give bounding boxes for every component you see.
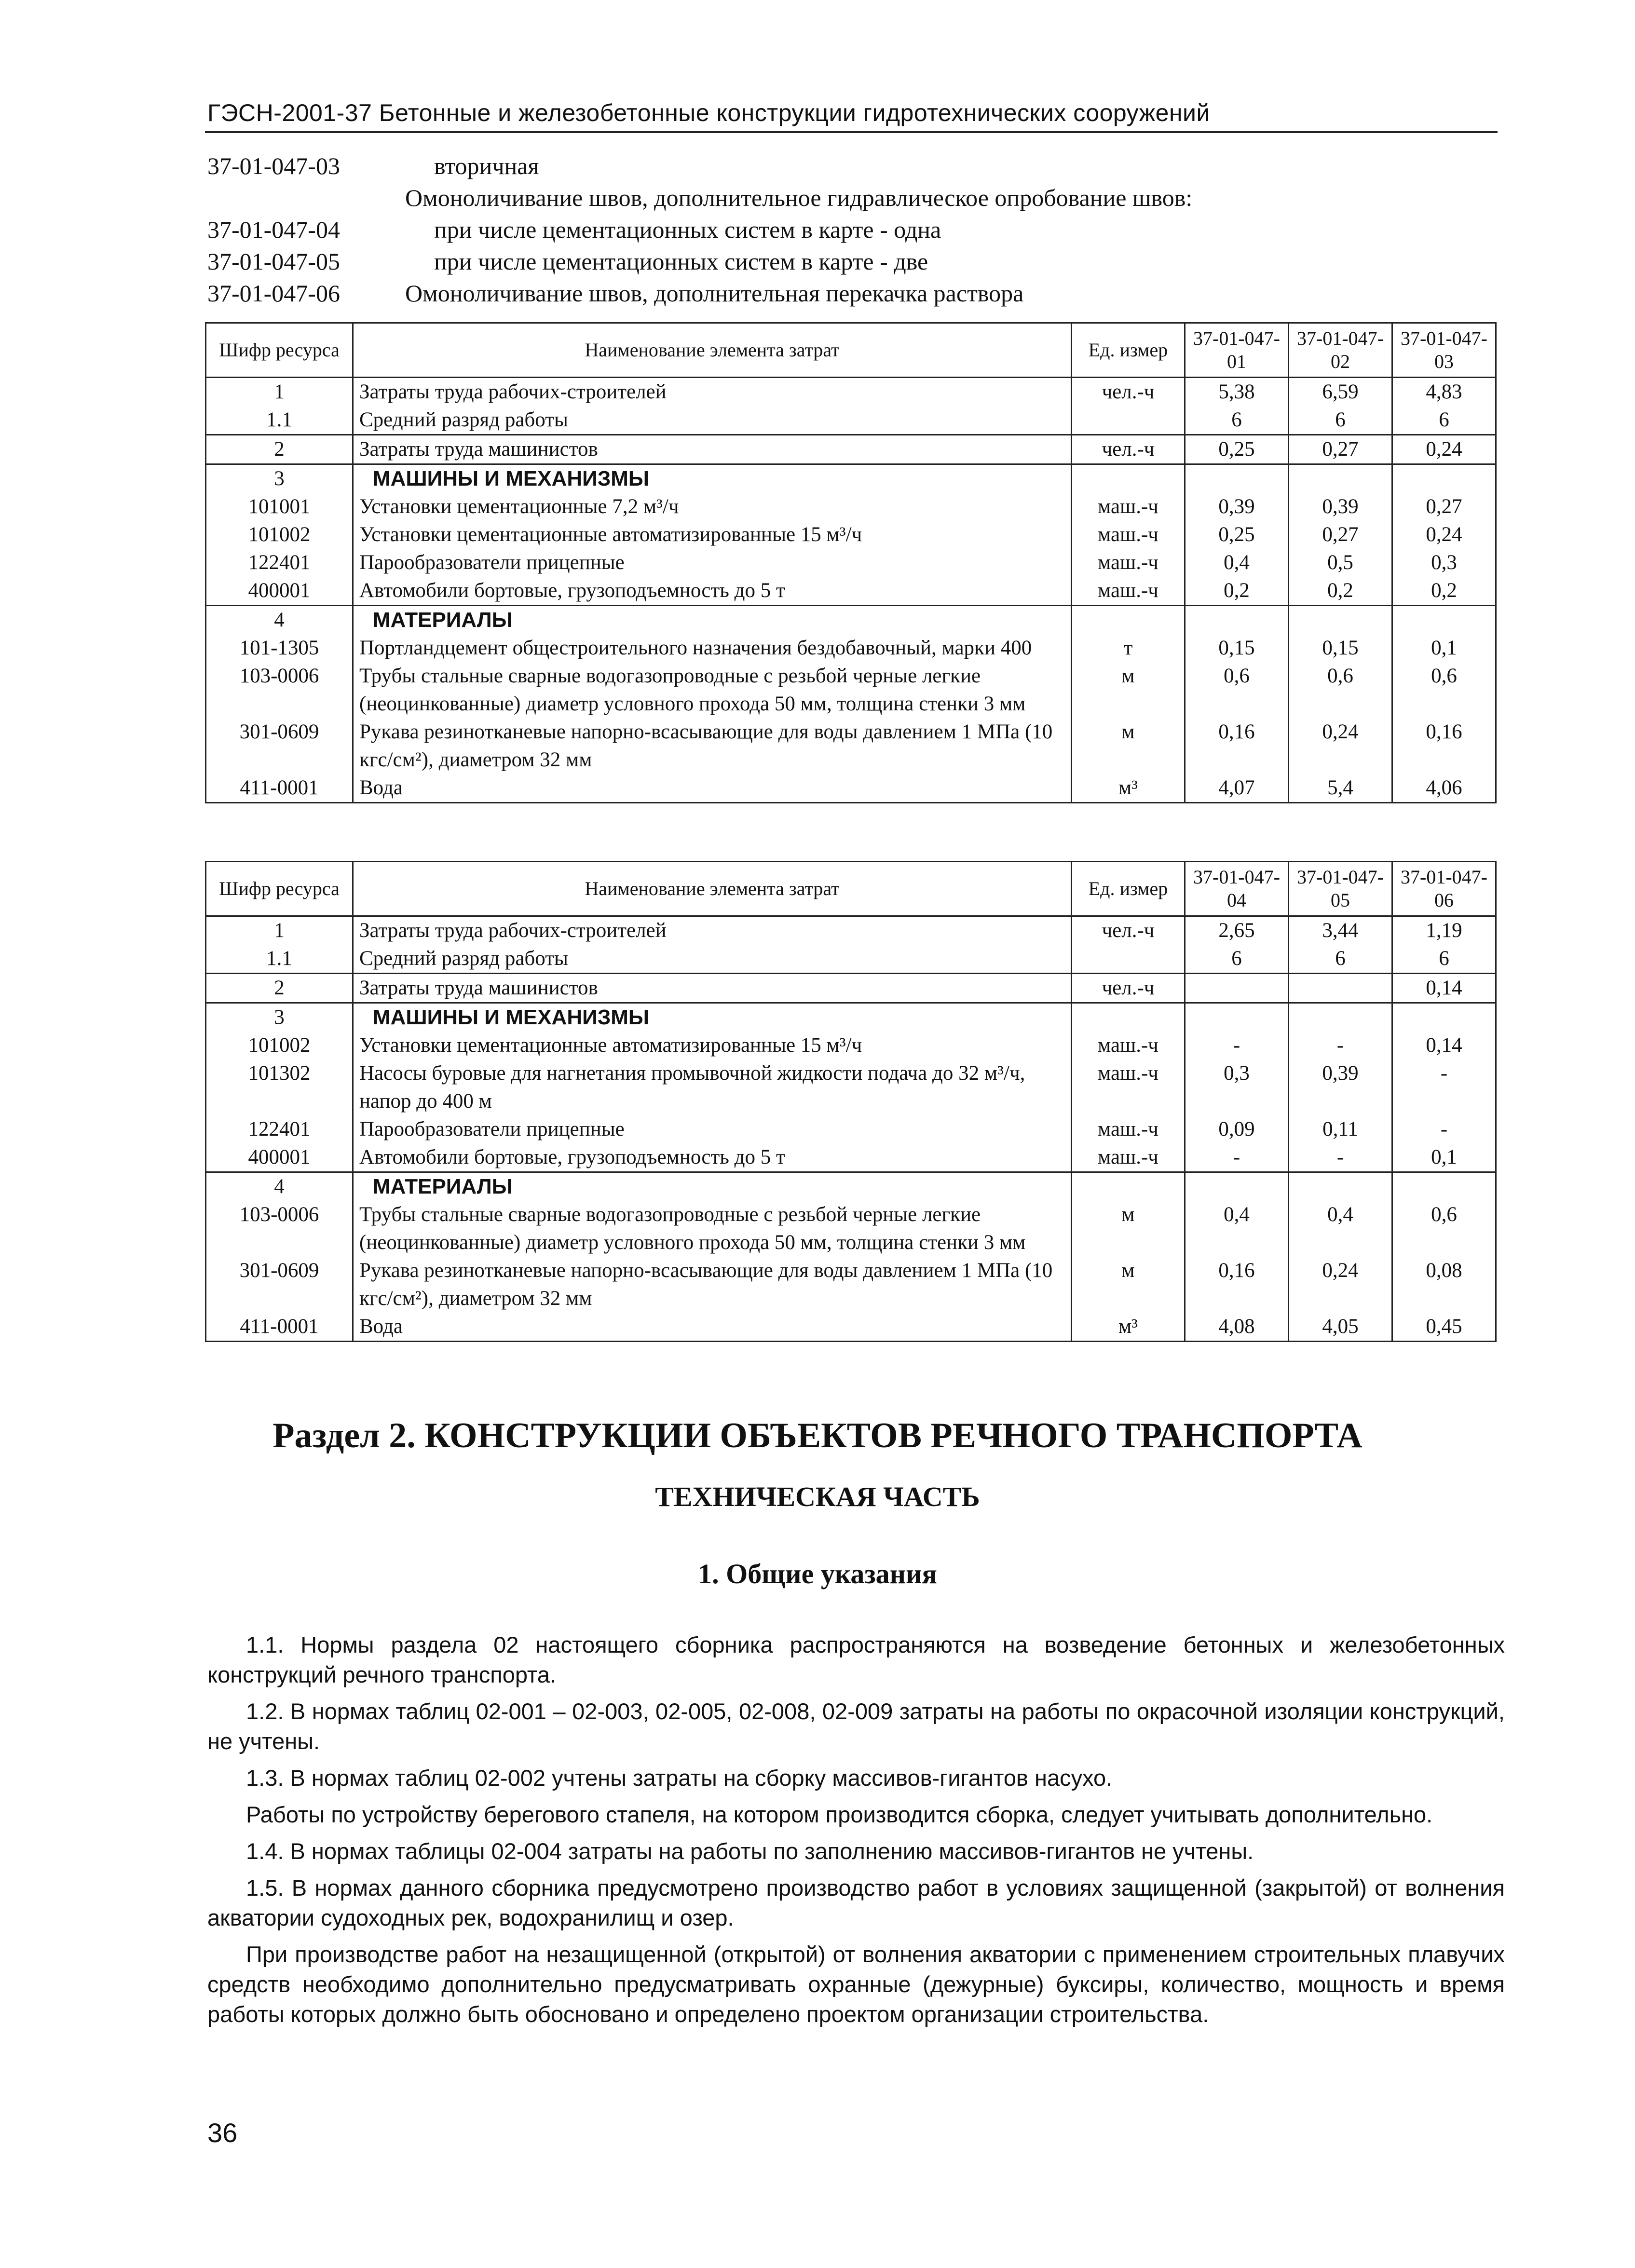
table-row	[206, 662, 1496, 718]
cell-value: 4,07	[1185, 774, 1289, 803]
cell-name: Рукава резинотканевые напорно-всасывающие для воды давлением 1 МПа (10 кгс/см²), диаметром 32 мм	[353, 1257, 1072, 1313]
cell-name: Автомобили бортовые, грузоподъемность до 5 т	[353, 1143, 1072, 1172]
table-row	[206, 493, 1496, 521]
cell-name: Вода	[353, 774, 1072, 803]
cell-unit: м	[1072, 718, 1185, 774]
header-name: Наименование элемента затрат	[353, 323, 1072, 378]
cell-value: 6	[1289, 945, 1392, 974]
cell-value: 0,1	[1392, 1143, 1496, 1172]
cell-value: 0,4	[1185, 549, 1289, 577]
cell-unit: т	[1072, 634, 1185, 662]
cell-name: Средний разряд работы	[353, 945, 1072, 974]
header-unit: Ед. измер	[1072, 323, 1185, 378]
cell-name: Затраты труда машинистов	[353, 435, 1072, 464]
paragraph: При производстве работ на незащищенной (открытой) от волнения акватории с применением строительных плавучих средств необходимо дополнительно предусматривать охранные (дежурные) буксиры, количество, мощность и время работы которых должно быть обосновано и определено проектом организации строительства.	[207, 1942, 1505, 2027]
header-name: Наименование элемента затрат	[353, 862, 1072, 916]
table-row	[206, 378, 1496, 407]
cell-unit: м³	[1072, 774, 1185, 803]
cell-unit: чел.-ч	[1072, 974, 1185, 1003]
header-col-1: 37-01-047-01	[1185, 323, 1289, 378]
cell-value	[1289, 1172, 1392, 1201]
cell-code: 411-0001	[206, 1313, 353, 1342]
cell-name: Установки цементационные автоматизированные 15 м³/ч	[353, 1032, 1072, 1059]
technical-part-title: ТЕХНИЧЕСКАЯ ЧАСТЬ	[655, 1481, 980, 1512]
header-col-2: 37-01-047-02	[1289, 323, 1392, 378]
cell-code: 411-0001	[206, 774, 353, 803]
cell-unit	[1072, 406, 1185, 435]
cell-name: Затраты труда рабочих-строителей	[353, 378, 1072, 407]
code-number: 37-01-047-03	[207, 152, 340, 179]
cell-code: 1.1	[206, 406, 353, 435]
cell-name: Рукава резинотканевые напорно-всасывающие для воды давлением 1 МПа (10 кгс/см²), диаметром 32 мм	[353, 718, 1072, 774]
table-row	[206, 406, 1496, 435]
paragraph: 1.5. В нормах данного сборника предусмотрено производство работ в условиях защищенной (закрытой) от волнения акватории судоходных рек, водохранилищ и озер.	[207, 1875, 1505, 1930]
table-row	[206, 974, 1496, 1003]
table-row	[206, 1257, 1496, 1313]
cell-value: 0,27	[1392, 493, 1496, 521]
table-row	[206, 1115, 1496, 1143]
cell-value: 0,3	[1392, 549, 1496, 577]
cell-value: 0,15	[1289, 634, 1392, 662]
cell-code: 2	[206, 435, 353, 464]
section-heading: МАШИНЫ И МЕХАНИЗМЫ	[353, 1003, 1072, 1032]
code-description: при числе цементационных систем в карте - две	[434, 248, 928, 275]
cell-value	[1185, 1172, 1289, 1201]
cell-name: Затраты труда рабочих-строителей	[353, 916, 1072, 945]
cell-unit: м	[1072, 1201, 1185, 1257]
cell-value: 0,4	[1185, 1201, 1289, 1257]
cell-value: 0,24	[1289, 1257, 1392, 1313]
cell-value: 4,06	[1392, 774, 1496, 803]
cell-value: -	[1185, 1143, 1289, 1172]
table-section-row	[206, 1003, 1496, 1032]
cell-value: 0,27	[1289, 521, 1392, 549]
cell-name: Парообразователи прицепные	[353, 549, 1072, 577]
cell-value: 0,3	[1185, 1059, 1289, 1115]
page-number: 36	[207, 2118, 238, 2148]
paragraph: 1.2. В нормах таблиц 02-001 – 02-003, 02-005, 02-008, 02-009 затраты на работы по окрасочной изоляции конструкций, не учтены.	[207, 1698, 1505, 1754]
table-row	[206, 1032, 1496, 1059]
header-code: Шифр ресурса	[206, 862, 353, 916]
cell-value: -	[1289, 1143, 1392, 1172]
cell-value: 0,2	[1289, 577, 1392, 606]
table-row	[206, 916, 1496, 945]
cell-value: 6	[1185, 945, 1289, 974]
table-row	[206, 549, 1496, 577]
cell-value: 6	[1392, 406, 1496, 435]
cell-unit	[1072, 945, 1185, 974]
cell-code: 4	[206, 1172, 353, 1201]
cell-unit: маш.-ч	[1072, 1115, 1185, 1143]
table-row	[206, 435, 1496, 464]
running-header: ГЭСН-2001-37 Бетонные и железобетонные конструкции гидротехнических сооружений	[207, 99, 1210, 126]
code-number: 37-01-047-04	[207, 216, 340, 243]
cell-value: 0,14	[1392, 1032, 1496, 1059]
cell-code: 103-0006	[206, 662, 353, 718]
cell-value: 4,83	[1392, 378, 1496, 407]
cell-value: 0,25	[1185, 435, 1289, 464]
cell-unit: чел.-ч	[1072, 435, 1185, 464]
cell-value: 0,08	[1392, 1257, 1496, 1313]
cell-code: 1	[206, 378, 353, 407]
cell-value: 0,24	[1392, 521, 1496, 549]
cell-name: Насосы буровые для нагнетания промывочной жидкости подача до 32 м³/ч, напор до 400 м	[353, 1059, 1072, 1115]
section-title: Раздел 2. КОНСТРУКЦИИ ОБЪЕКТОВ РЕЧНОГО ТРАНСПОРТА	[272, 1416, 1362, 1455]
cell-code: 301-0609	[206, 1257, 353, 1313]
cell-unit	[1072, 464, 1185, 493]
cell-unit: м³	[1072, 1313, 1185, 1342]
table-header-row	[206, 323, 1496, 378]
header-col-3: 37-01-047-03	[1392, 323, 1496, 378]
cell-value: 0,5	[1289, 549, 1392, 577]
cell-name: Затраты труда машинистов	[353, 974, 1072, 1003]
cell-value: 0,4	[1289, 1201, 1392, 1257]
cell-value: 0,16	[1185, 718, 1289, 774]
cell-value: 0,6	[1392, 662, 1496, 718]
header-unit: Ед. измер	[1072, 862, 1185, 916]
cell-value: 6	[1185, 406, 1289, 435]
cell-value: 0,24	[1392, 435, 1496, 464]
resource-table-2	[205, 861, 1497, 1342]
cell-name: Установки цементационные автоматизированные 15 м³/ч	[353, 521, 1072, 549]
code-description: вторичная	[434, 152, 539, 179]
cell-value: 1,19	[1392, 916, 1496, 945]
cell-value: 4,05	[1289, 1313, 1392, 1342]
table-section-row	[206, 1172, 1496, 1201]
cell-unit: маш.-ч	[1072, 521, 1185, 549]
table-row	[206, 1201, 1496, 1257]
cell-value	[1185, 1003, 1289, 1032]
cell-value: -	[1392, 1059, 1496, 1115]
header-col-3: 37-01-047-06	[1392, 862, 1496, 916]
table-header-row	[206, 862, 1496, 916]
cell-value: -	[1289, 1032, 1392, 1059]
cell-code: 122401	[206, 549, 353, 577]
cell-code: 301-0609	[206, 718, 353, 774]
cell-code: 2	[206, 974, 353, 1003]
cell-value: 0,27	[1289, 435, 1392, 464]
cell-unit: маш.-ч	[1072, 1059, 1185, 1115]
code-description: Омоноличивание швов, дополнительная перекачка раствора	[405, 280, 1024, 307]
cell-value: -	[1392, 1115, 1496, 1143]
code-description: Омоноличивание швов, дополнительное гидравлическое опробование швов:	[405, 184, 1193, 211]
cell-value: 5,4	[1289, 774, 1392, 803]
cell-value: 0,16	[1392, 718, 1496, 774]
table-section-row	[206, 606, 1496, 635]
subsection-title: 1. Общие указания	[698, 1558, 937, 1589]
section-heading: МАТЕРИАЛЫ	[353, 606, 1072, 635]
cell-code: 400001	[206, 577, 353, 606]
table-row	[206, 1143, 1496, 1172]
cell-value: 0,15	[1185, 634, 1289, 662]
cell-value	[1185, 606, 1289, 635]
cell-name: Парообразователи прицепные	[353, 1115, 1072, 1143]
cell-unit: м	[1072, 1257, 1185, 1313]
cell-value	[1289, 974, 1392, 1003]
cell-name: Портландцемент общестроительного назначения бездобавочный, марки 400	[353, 634, 1072, 662]
cell-value: 0,6	[1185, 662, 1289, 718]
cell-value	[1289, 606, 1392, 635]
cell-unit	[1072, 1172, 1185, 1201]
cell-value: 0,14	[1392, 974, 1496, 1003]
cell-value	[1185, 464, 1289, 493]
cell-value: -	[1185, 1032, 1289, 1059]
header-code: Шифр ресурса	[206, 323, 353, 378]
cell-name: Установки цементационные 7,2 м³/ч	[353, 493, 1072, 521]
cell-code: 3	[206, 464, 353, 493]
cell-name: Средний разряд работы	[353, 406, 1072, 435]
resource-table-1	[205, 322, 1497, 803]
cell-value: 4,08	[1185, 1313, 1289, 1342]
cell-value: 0,1	[1392, 634, 1496, 662]
cell-code: 101001	[206, 493, 353, 521]
cell-value: 0,2	[1185, 577, 1289, 606]
cell-code: 1.1	[206, 945, 353, 974]
paragraph: 1.3. В нормах таблиц 02-002 учтены затраты на сборку массивов-гигантов насухо.	[246, 1765, 1113, 1791]
cell-value: 0,6	[1289, 662, 1392, 718]
cell-code: 122401	[206, 1115, 353, 1143]
table-row	[206, 634, 1496, 662]
header-col-1: 37-01-047-04	[1185, 862, 1289, 916]
table-row	[206, 945, 1496, 974]
cell-name: Трубы стальные сварные водогазопроводные с резьбой черные легкие (неоцинкованные) диаметр условного прохода 50 мм, толщина стенки 3 мм	[353, 1201, 1072, 1257]
cell-value: 0,24	[1289, 718, 1392, 774]
cell-unit: маш.-ч	[1072, 577, 1185, 606]
cell-value	[1392, 1003, 1496, 1032]
cell-unit: маш.-ч	[1072, 549, 1185, 577]
cell-name: Вода	[353, 1313, 1072, 1342]
cell-unit: чел.-ч	[1072, 378, 1185, 407]
cell-value: 6	[1392, 945, 1496, 974]
code-description: при числе цементационных систем в карте - одна	[434, 216, 941, 243]
cell-unit: маш.-ч	[1072, 1032, 1185, 1059]
table-section-row	[206, 464, 1496, 493]
cell-value: 0,45	[1392, 1313, 1496, 1342]
cell-unit: чел.-ч	[1072, 916, 1185, 945]
cell-value	[1289, 464, 1392, 493]
cell-unit	[1072, 606, 1185, 635]
paragraph: Работы по устройству берегового стапеля, на котором производится сборка, следует учитывать дополнительно.	[246, 1802, 1433, 1827]
cell-code: 400001	[206, 1143, 353, 1172]
cell-unit: маш.-ч	[1072, 1143, 1185, 1172]
cell-value: 0,16	[1185, 1257, 1289, 1313]
cell-code: 101002	[206, 521, 353, 549]
cell-value	[1185, 974, 1289, 1003]
cell-value: 0,39	[1289, 1059, 1392, 1115]
cell-value: 0,11	[1289, 1115, 1392, 1143]
cell-value: 3,44	[1289, 916, 1392, 945]
cell-value: 6	[1289, 406, 1392, 435]
cell-value: 0,09	[1185, 1115, 1289, 1143]
cell-unit: маш.-ч	[1072, 493, 1185, 521]
cell-code: 101002	[206, 1032, 353, 1059]
body-text	[207, 1630, 1505, 2036]
cell-value: 0,39	[1289, 493, 1392, 521]
cell-name: Автомобили бортовые, грузоподъемность до 5 т	[353, 577, 1072, 606]
cell-value	[1392, 606, 1496, 635]
cell-value: 2,65	[1185, 916, 1289, 945]
code-number: 37-01-047-05	[207, 248, 340, 275]
paragraph: 1.1. Нормы раздела 02 настоящего сборника распространяются на возведение бетонных и железобетонных конструкций речного транспорта.	[207, 1632, 1505, 1687]
table-row	[206, 577, 1496, 606]
cell-value: 5,38	[1185, 378, 1289, 407]
cell-code: 4	[206, 606, 353, 635]
cell-value: 0,39	[1185, 493, 1289, 521]
cell-value	[1392, 1172, 1496, 1201]
cell-name: Трубы стальные сварные водогазопроводные с резьбой черные легкие (неоцинкованные) диаметр условного прохода 50 мм, толщина стенки 3 мм	[353, 662, 1072, 718]
header-rule	[205, 131, 1498, 133]
header-col-2: 37-01-047-05	[1289, 862, 1392, 916]
cell-code: 3	[206, 1003, 353, 1032]
paragraph: 1.4. В нормах таблицы 02-004 затраты на работы по заполнению массивов-гигантов не учтены.	[246, 1838, 1254, 1864]
cell-value: 6,59	[1289, 378, 1392, 407]
table-row	[206, 718, 1496, 774]
cell-code: 103-0006	[206, 1201, 353, 1257]
cell-value	[1392, 464, 1496, 493]
cell-value: 0,25	[1185, 521, 1289, 549]
table-row	[206, 521, 1496, 549]
cell-code: 1	[206, 916, 353, 945]
cell-unit: м	[1072, 662, 1185, 718]
table-row	[206, 774, 1496, 803]
section-heading: МАШИНЫ И МЕХАНИЗМЫ	[353, 464, 1072, 493]
cell-code: 101302	[206, 1059, 353, 1115]
cell-unit	[1072, 1003, 1185, 1032]
section-heading: МАТЕРИАЛЫ	[353, 1172, 1072, 1201]
code-number: 37-01-047-06	[207, 280, 340, 307]
table-row	[206, 1313, 1496, 1342]
cell-value: 0,2	[1392, 577, 1496, 606]
table-row	[206, 1059, 1496, 1115]
cell-value: 0,6	[1392, 1201, 1496, 1257]
cell-code: 101-1305	[206, 634, 353, 662]
cell-value	[1289, 1003, 1392, 1032]
